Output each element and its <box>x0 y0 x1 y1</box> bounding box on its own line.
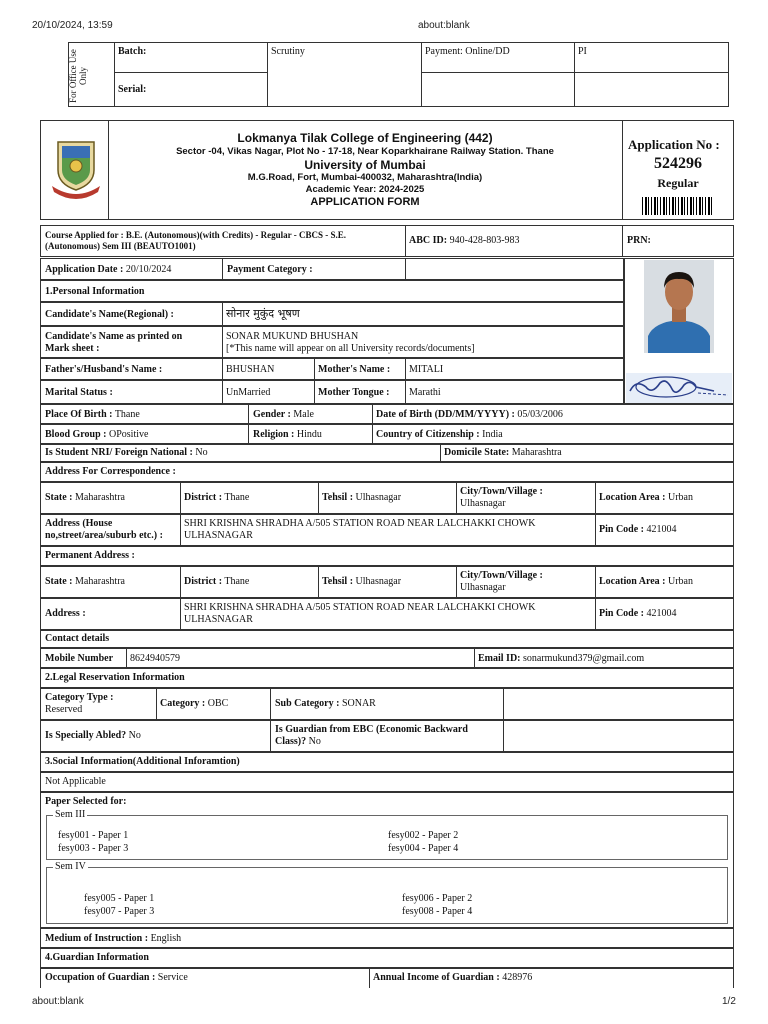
religion: Religion : Hindu <box>253 429 322 440</box>
marital-status-value: UnMarried <box>226 387 271 398</box>
prn-label: PRN: <box>627 235 651 246</box>
marksheet-name-note: [*This name will appear on all University records/documents] <box>226 343 475 354</box>
sem4-paper: fesy006 - Paper 2 <box>402 893 473 904</box>
perm-address-label: Address : <box>45 608 86 619</box>
payment-category-label: Payment Category : <box>227 264 313 275</box>
mother-name-label: Mother's Name : <box>318 364 391 375</box>
corr-district: District : Thane <box>184 492 250 503</box>
application-no: 524296 <box>654 155 702 172</box>
sem3-paper: fesy004 - Paper 4 <box>388 843 459 854</box>
guardian-income: Annual Income of Guardian : 428976 <box>373 972 533 983</box>
category-type-label: Category Type : <box>45 692 114 703</box>
pi-label: PI <box>578 46 587 57</box>
course-line2: (Autonomous) Sem III (BEAUTO1001) <box>45 241 196 251</box>
application-type: Regular <box>657 176 699 190</box>
corr-address-line2: ULHASNAGAR <box>184 530 253 541</box>
candidate-photo <box>644 260 714 353</box>
section-contact: Contact details <box>45 633 110 644</box>
print-page-number: 1/2 <box>722 996 736 1007</box>
sem3-paper: fesy002 - Paper 2 <box>388 830 459 841</box>
section-permanent: Permanent Address : <box>45 550 135 561</box>
college-name: Lokmanya Tilak College of Engineering (442) <box>237 131 493 145</box>
regional-name-value: सोनार मुकुंद भूषण <box>226 307 300 320</box>
corr-location-area: Location Area : Urban <box>599 492 693 503</box>
sub-category: Sub Category : SONAR <box>275 698 376 709</box>
social-value: Not Applicable <box>45 776 106 787</box>
section-correspondence: Address For Correspondence : <box>45 466 176 477</box>
serial-label: Serial: <box>118 84 147 95</box>
print-footer-url: about:blank <box>32 996 84 1007</box>
corr-pin-code: Pin Code : 421004 <box>599 524 677 535</box>
candidate-signature <box>626 373 732 403</box>
application-date: Application Date : 20/10/2024 <box>45 264 172 275</box>
email: Email ID: sonarmukund379@gmail.com <box>478 653 645 664</box>
father-name-label: Father's/Husband's Name : <box>45 364 163 375</box>
sem4-label: Sem IV <box>55 861 86 872</box>
citizenship: Country of Citizenship : India <box>376 429 503 440</box>
place-of-birth: Place Of Birth : Thane <box>45 409 140 420</box>
ebc-label-line1: Is Guardian from EBC (Economic Backward <box>275 724 468 735</box>
corr-state: State : Maharashtra <box>45 492 125 503</box>
category: Category : OBC <box>160 698 229 709</box>
academic-year: Academic Year: 2024-2025 <box>305 184 425 195</box>
scrutiny-label: Scrutiny <box>271 46 305 57</box>
perm-address-line2: ULHASNAGAR <box>184 614 253 625</box>
mother-tongue-label: Mother Tongue : <box>318 387 390 398</box>
nri-status: Is Student NRI/ Foreign National : No <box>45 447 208 458</box>
gender: Gender : Male <box>253 409 314 420</box>
abc-id: ABC ID: 940-428-803-983 <box>409 235 520 246</box>
college-address: Sector -04, Vikas Nagar, Plot No - 17-18, Near Koparkhairane Railway Station. Thane <box>176 146 554 157</box>
form-title: APPLICATION FORM <box>310 196 420 208</box>
perm-district: District : Thane <box>184 576 250 587</box>
perm-pin-code: Pin Code : 421004 <box>599 608 677 619</box>
sem3-group <box>46 810 728 860</box>
section-guardian: 4.Guardian Information <box>45 952 149 963</box>
regional-name-label: Candidate's Name(Regional) : <box>45 309 174 320</box>
medium-of-instruction: Medium of Instruction : English <box>45 933 182 944</box>
perm-state: State : Maharashtra <box>45 576 125 587</box>
sem3-paper: fesy003 - Paper 3 <box>58 843 129 854</box>
perm-tehsil: Tehsil : Ulhasnagar <box>322 576 402 587</box>
perm-city-label: City/Town/Village : <box>460 570 543 581</box>
batch-label: Batch: <box>118 46 147 57</box>
payment-label: Payment: Online/DD <box>425 46 510 57</box>
application-no-label: Application No : <box>628 137 720 152</box>
perm-address-line1: SHRI KRISHNA SHRADHA A/505 STATION ROAD NEAR LALCHAKKI CHOWK <box>184 602 536 613</box>
father-name-value: BHUSHAN <box>226 364 275 375</box>
sem4-paper: fesy007 - Paper 3 <box>84 906 155 917</box>
section-reservation: 2.Legal Reservation Information <box>45 672 185 683</box>
section-papers: Paper Selected for: <box>45 796 127 807</box>
barcode <box>642 197 714 215</box>
corr-city-value: Ulhasnagar <box>460 498 506 509</box>
sem3-label: Sem III <box>55 809 86 820</box>
category-type-value: Reserved <box>45 704 83 715</box>
course-line1: Course Applied for : B.E. (Autonomous)(with Credits) - Regular - CBCS - S.E. <box>45 230 347 240</box>
domicile-state: Domicile State: Maharashtra <box>444 447 562 458</box>
print-datetime: 20/10/2024, 13:59 <box>32 20 113 31</box>
perm-city-value: Ulhasnagar <box>460 582 506 593</box>
university-address: M.G.Road, Fort, Mumbai-400032, Maharashtra(India) <box>247 172 483 183</box>
corr-address-line1: SHRI KRISHNA SHRADHA A/505 STATION ROAD NEAR LALCHAKKI CHOWK <box>184 518 536 529</box>
marksheet-name-value: SONAR MUKUND BHUSHAN <box>226 331 359 342</box>
corr-address-label-2: no,street/area/suburb etc.) : <box>45 530 163 541</box>
mobile-value: 8624940579 <box>130 653 180 664</box>
section-personal: 1.Personal Information <box>45 286 145 297</box>
date-of-birth: Date of Birth (DD/MM/YYYY) : 05/03/2006 <box>376 409 563 420</box>
sem4-paper: fesy005 - Paper 1 <box>84 893 155 904</box>
corr-city-label: City/Town/Village : <box>460 486 543 497</box>
mother-tongue-value: Marathi <box>409 387 441 398</box>
blood-group: Blood Group : OPositive <box>45 429 149 440</box>
mobile-label: Mobile Number <box>45 653 114 664</box>
marital-status-label: Marital Status : <box>45 387 113 398</box>
office-use-label: For Office Use Only <box>68 49 88 103</box>
specially-abled: Is Specially Abled? No <box>45 730 141 741</box>
mother-name-value: MITALI <box>409 364 444 375</box>
section-social: 3.Social Information(Additional Inforamtion) <box>45 756 240 767</box>
corr-address-label-1: Address (House <box>45 518 113 529</box>
sem3-paper: fesy001 - Paper 1 <box>58 830 129 841</box>
guardian-occupation: Occupation of Guardian : Service <box>45 972 188 983</box>
sem4-paper: fesy008 - Paper 4 <box>402 906 473 917</box>
print-page-title: about:blank <box>418 20 470 31</box>
university-name: University of Mumbai <box>304 158 426 172</box>
ebc-label-line2: Class)? No <box>275 736 321 747</box>
marksheet-name-label-2: Mark sheet : <box>45 343 100 354</box>
marksheet-name-label-1: Candidate's Name as printed on <box>45 331 183 342</box>
corr-tehsil: Tehsil : Ulhasnagar <box>322 492 402 503</box>
perm-location-area: Location Area : Urban <box>599 576 693 587</box>
college-logo <box>48 136 104 200</box>
